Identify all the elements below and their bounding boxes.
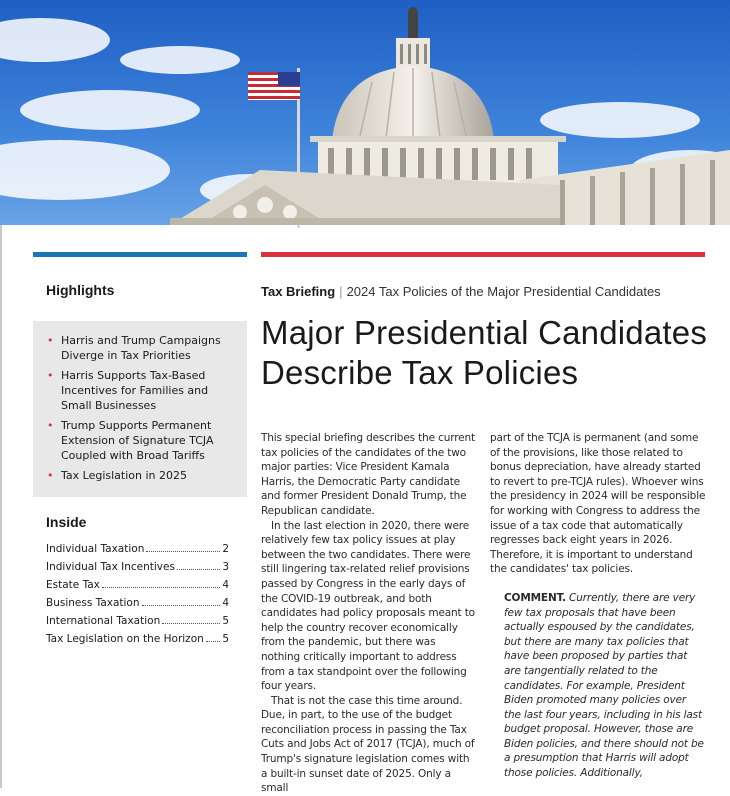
highlight-item: [47, 468, 237, 483]
toc-label: International Taxation: [46, 615, 161, 627]
toc-label: Individual Taxation: [46, 543, 145, 555]
main-rule: [261, 252, 705, 257]
toc-page: 3: [222, 561, 229, 573]
toc-leader: [102, 587, 220, 588]
table-of-contents: [46, 540, 229, 648]
toc-leader: [162, 623, 220, 624]
kicker: [261, 284, 661, 299]
body-paragraph: part of the TCJA is permanent (and some of the provisions, like those related to bonus depreciation, have already started to revert to pre-TCJA rules). Whoever wins the presidency in 2024 will be responsible for working with Congress to address the issue of a tax code that automatically regresses back eight years in 2026. Therefore, it is important to understand the candidates' tax policies.: [490, 432, 706, 576]
bullet-icon: •: [47, 334, 54, 347]
kicker-label: Tax Briefing: [261, 284, 336, 299]
toc-item[interactable]: [46, 612, 229, 630]
toc-label: Tax Legislation on the Horizon: [46, 633, 204, 645]
highlight-item: [47, 333, 237, 363]
comment-block: [490, 591, 706, 781]
hero-image: [0, 0, 730, 225]
highlight-item: [47, 368, 237, 413]
toc-leader: [177, 569, 220, 570]
toc-label: Business Taxation: [46, 597, 140, 609]
sidebar-rule: [33, 252, 247, 257]
comment-label: COMMENT.: [504, 591, 566, 604]
comment-paragraph: [504, 591, 706, 781]
bullet-icon: •: [47, 469, 54, 482]
toc-label: Individual Tax Incentives: [46, 561, 175, 573]
toc-page: 4: [222, 579, 229, 591]
toc-page: 5: [222, 615, 229, 627]
kicker-separator: |: [339, 284, 343, 299]
body-paragraph: This special briefing describes the current tax policies of the candidates of the two major parties: Vice President Kamala Harris, the Democratic Party candidate and former President Donald Trump, the Republican candidate.: [261, 432, 475, 517]
toc-leader: [146, 551, 220, 552]
toc-label: Estate Tax: [46, 579, 100, 591]
body-column-1: [261, 431, 477, 796]
inside-heading: Inside: [46, 514, 87, 530]
page-title: Major Presidential Candidates Describe Tax Policies: [261, 314, 708, 391]
highlights-heading: Highlights: [46, 282, 115, 298]
bullet-icon: •: [47, 419, 54, 432]
toc-leader: [142, 605, 221, 606]
highlights-box: [33, 321, 247, 497]
toc-leader: [206, 641, 221, 642]
toc-item[interactable]: [46, 540, 229, 558]
toc-page: 4: [222, 597, 229, 609]
toc-item[interactable]: [46, 558, 229, 576]
highlight-text: Tax Legislation in 2025: [61, 469, 188, 482]
highlight-text: Harris and Trump Campaigns Diverge in Tax Priorities: [61, 334, 221, 362]
highlight-text: Harris Supports Tax-Based Incentives for Families and Small Businesses: [61, 369, 209, 412]
body-column-2: [490, 431, 706, 781]
page-edge: [0, 225, 2, 788]
body-paragraph: In the last election in 2020, there were relatively few tax policy issues at play between the two candidates. There were still lingering tax-related relief provisions passed by Congress in the early days of the COVID-19 outbreak, and both candidates had policy proposals meant to help the country recover economically from the pandemic, but there was nothing critically important to address from a tax standpoint over the following four years.: [261, 519, 475, 693]
comment-text: Currently, there are very few tax proposals that have been actually espoused by the candidates, but there are many tax policies that have been proposed by parties that are tangentially related to the candidates. For example, President Biden promoted many policies over the last four years, including in his last budget proposal. However, those are Biden policies, and there should not be a presumption that Harris will adopt those policies. Additionally,: [504, 591, 704, 780]
toc-page: 5: [222, 633, 229, 645]
kicker-subtitle: 2024 Tax Policies of the Major Presidential Candidates: [346, 284, 661, 299]
toc-item[interactable]: [46, 594, 229, 612]
highlight-text: Trump Supports Permanent Extension of Signature TCJA Coupled with Broad Tariffs: [61, 419, 214, 462]
highlight-item: [47, 418, 237, 463]
toc-item[interactable]: [46, 576, 229, 594]
body-paragraph: That is not the case this time around. Due, in part, to the use of the budget reconciliation process in passing the Tax Cuts and Jobs Act of 2017 (TCJA), much of Trump's signature legislation comes with a built-in sunset date of 2025. Only a small: [261, 694, 475, 795]
toc-item[interactable]: [46, 630, 229, 648]
toc-page: 2: [222, 543, 229, 555]
bullet-icon: •: [47, 369, 54, 382]
